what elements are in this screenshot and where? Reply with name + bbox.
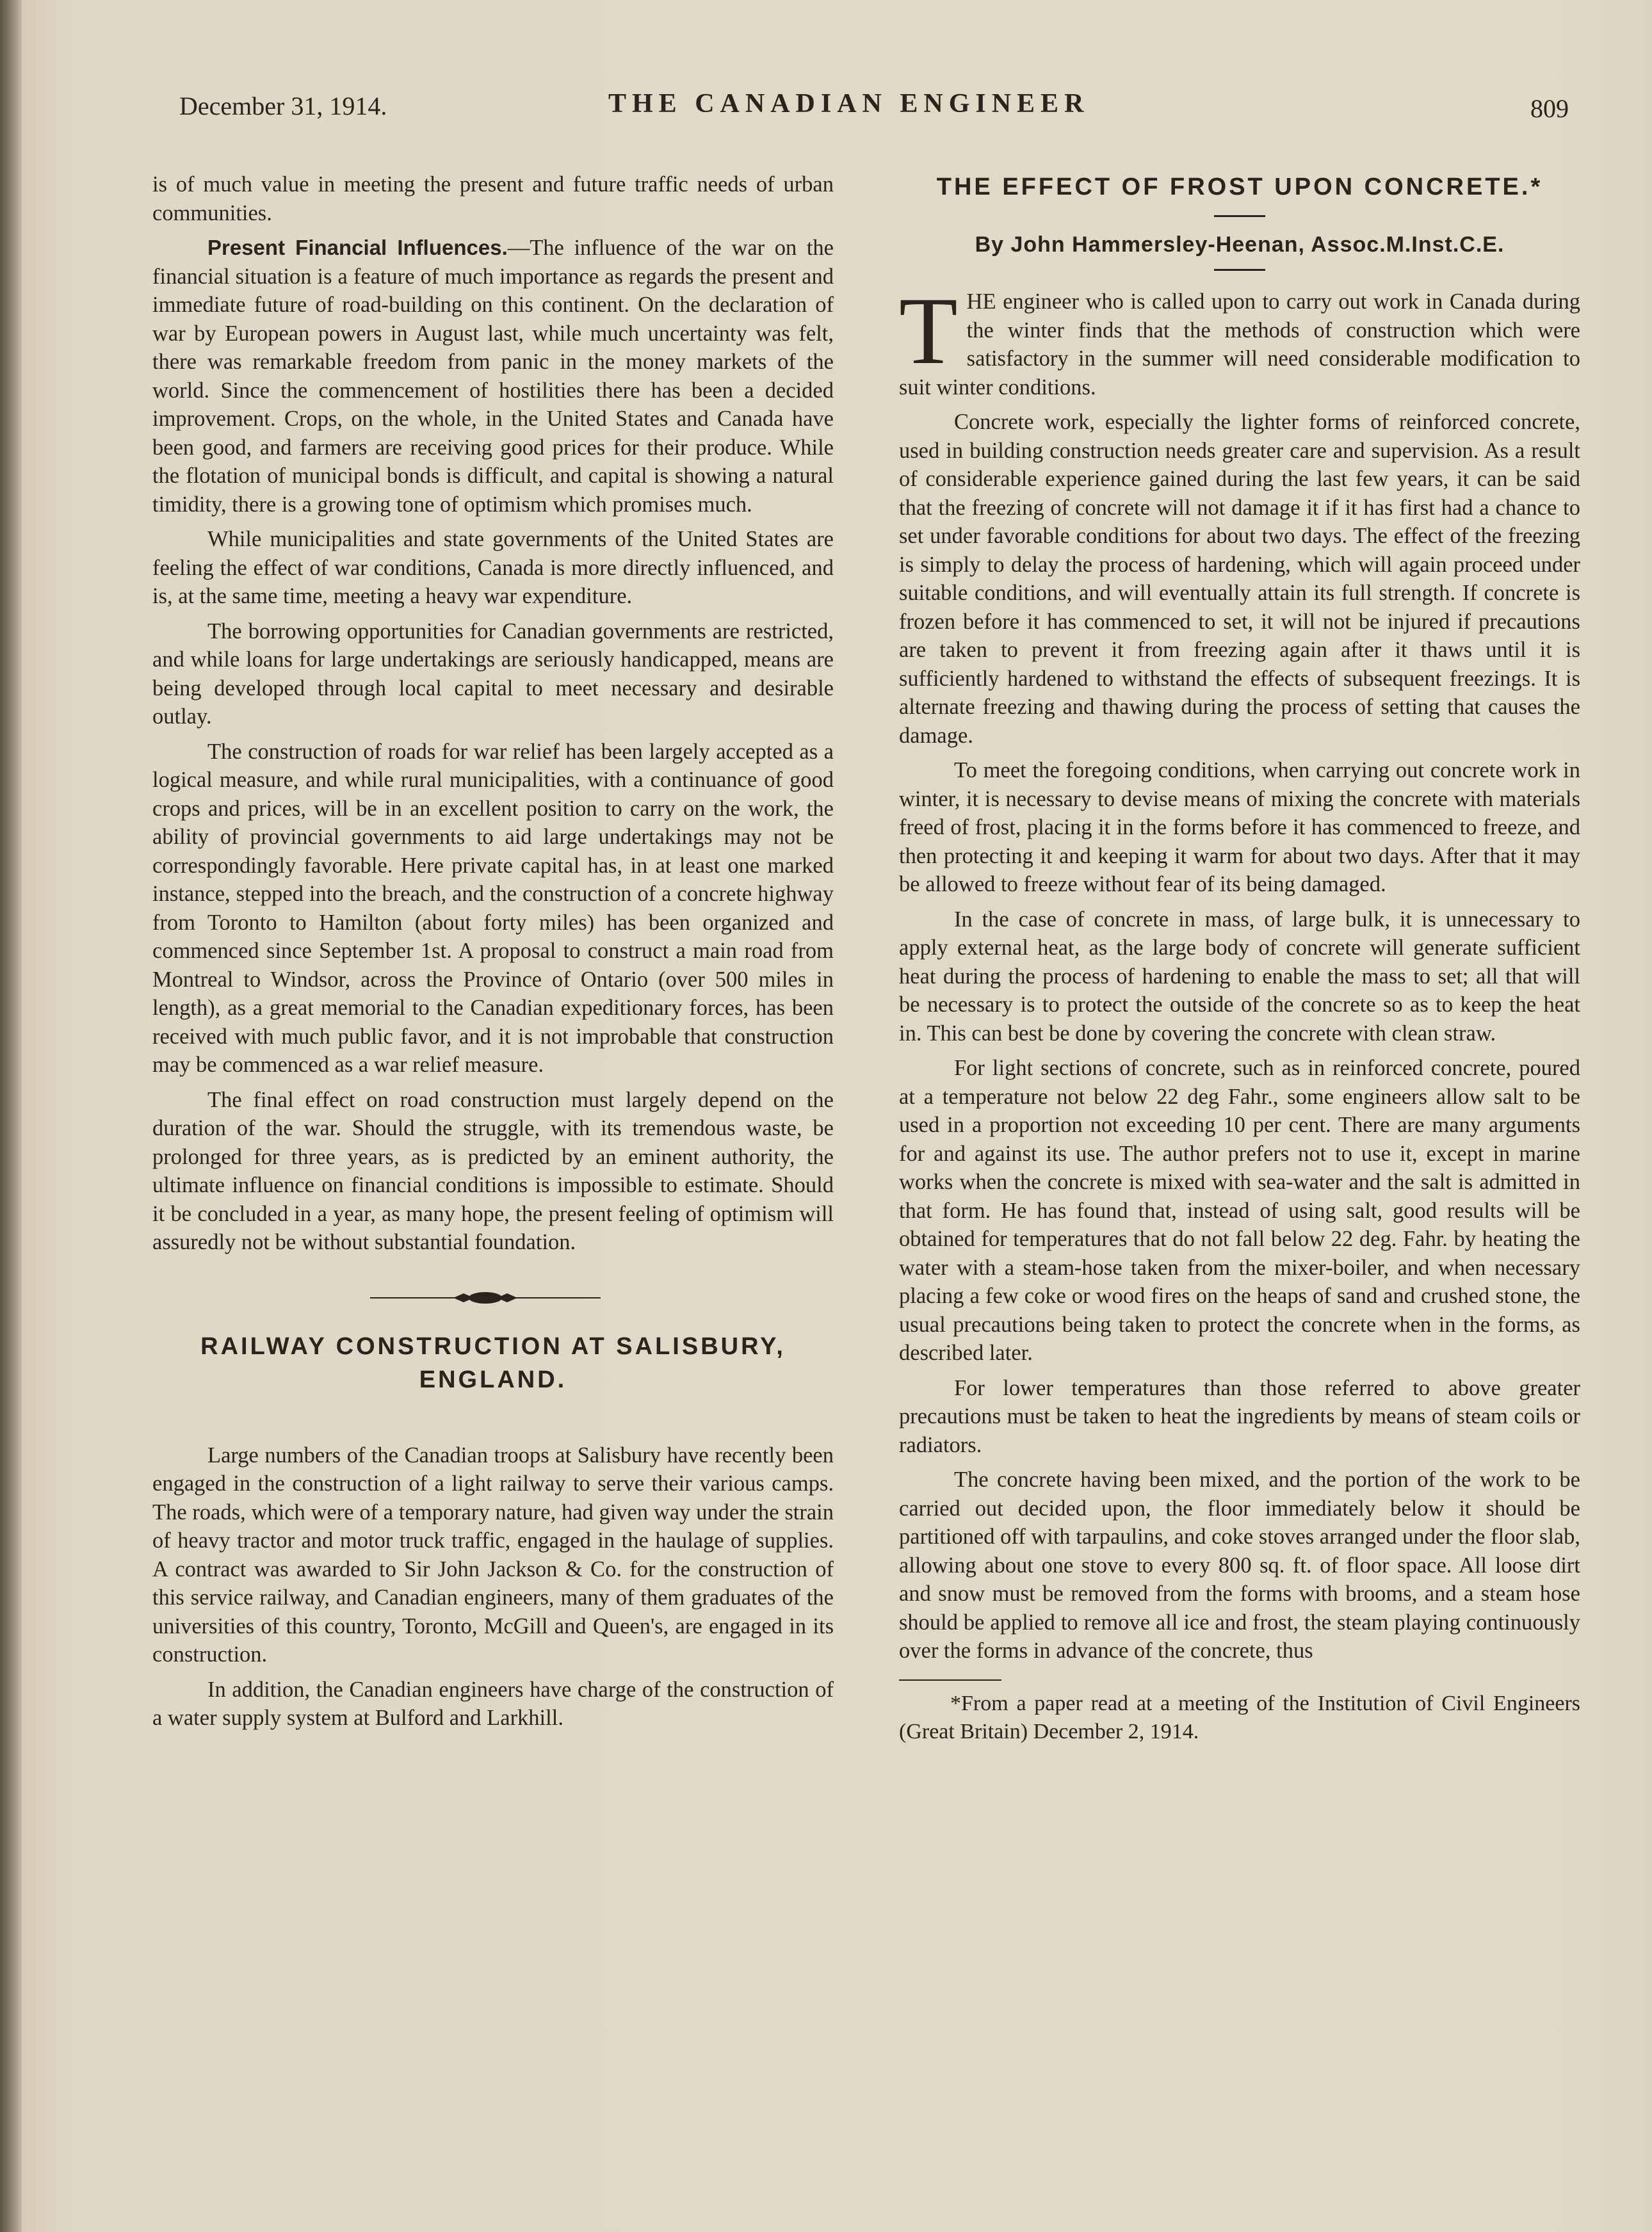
article-title-line: ENGLAND.: [419, 1366, 567, 1393]
article-title-line: RAILWAY CONSTRUCTION AT SALISBURY,: [200, 1332, 786, 1360]
paragraph: For light sections of concrete, such as in reinforced concrete, poured at a temperature not below 22 deg Fahr., some engineers allow salt to be used in a proportion not exceeding 10 per cent. There are many arguments for and against its use. The author prefers not to use it, except in marine works when the concrete is mixed with sea-water and the salt is admitted in that form. He has found that, instead of using salt, good results will be obtained for temperatures that do not fall below 22 deg. Fahr. by heating the water with a steam-hose taken from the mixer-boiler, and when necessary placing a few coke or wood fires on the heaps of sand and crushed stone, the usual precautions being taken to protect the concrete when in the forms, as described later.: [899, 1056, 1580, 1365]
section-ornament: [152, 1285, 834, 1311]
left-column: [152, 170, 834, 1739]
paragraph: While municipalities and state governments of the United States are feeling the effect of war conditions, Canada is more directly influenced, and is, at the same time, meeting a heavy war expenditure.: [152, 527, 834, 608]
footnote-rule: [899, 1679, 1001, 1681]
paragraph: The final effect on road construction must largely depend on the duration of the war. Should the struggle, with its tremendous waste, be prolonged for three years, as is predicted by an eminent authority, the ultimate influence on financial conditions is impossible to estimate. Should it be concluded in a year, as many hope, the present feeling of optimism will assuredly not be without substantial foundation.: [152, 1087, 834, 1254]
page-number: 809: [1530, 94, 1569, 123]
paragraph: HE engineer who is called upon to carry out work in Canada during the winter finds that the methods of construction which were satisfactory in the summer will need considerable modification to suit winter conditions.: [899, 289, 1580, 400]
book-spine-shadow: [0, 0, 22, 2232]
byline: By John Hammersley-Heenan, Assoc.M.Inst.C.E.: [975, 232, 1505, 257]
paragraph: Concrete work, especially the lighter forms of reinforced concrete, used in building construction needs greater care and supervision. As a result of considerable experience gained during the last few years, it can be said that the freezing of concrete will not damage it if it has first had a chance to set under favorable conditions for about two days. The effect of the freezing is simply to delay the process of hardening, which will again proceed under suitable conditions, and will eventually attain its full strength. If concrete is frozen before it has commenced to set, it will not be injured if precautions are taken to prevent it from freezing again after it thaws until it is sufficiently hardened to withstand the effects of subsequent freezings. It is alternate freezing and thawing during the process of setting that causes the damage.: [899, 410, 1580, 748]
paragraph: To meet the foregoing conditions, when carrying out concrete work in winter, it is necessary to devise means of mixing the concrete with materials freed of frost, placing it in the forms before it has commenced to freeze, and then protecting it and keeping it warm for about two days. After that it may be allowed to freeze without fear of its being damaged.: [899, 758, 1580, 896]
article-title: [152, 1330, 834, 1396]
paragraph: The concrete having been mixed, and the portion of the work to be carried out decided upon, the floor immediately below it should be partitioned off with tarpaulins, and coke stoves arranged under the floor slab, allowing about one stove to every 800 sq. ft. of floor space. All loose dirt and snow must be removed from the forms with brooms, and a steam hose should be applied to remove all ice and frost, the steam playing continuously over the forms in advance of the concrete, thus: [899, 1468, 1580, 1663]
header-date: December 31, 1914.: [179, 92, 387, 120]
paragraph: For lower temperatures than those referred to above greater precautions must be taken to heat the ingredients by means of steam coils or radiators.: [899, 1375, 1580, 1457]
title-rule: [1214, 215, 1265, 217]
paragraph-lead: Present Financial Influences.: [207, 236, 508, 259]
paragraph: Large numbers of the Canadian troops at Salisbury have recently been engaged in the construction of a light railway to serve their various camps. The roads, which were of a temporary nature, had given way under the strain of heavy tractor and motor truck traffic, engaged in the haulage of supplies. A contract was awarded to Sir John Jackson & Co. for the construction of this service railway, and Canadian engineers, many of them graduates of the universities of this country, Toronto, McGill and Queen's, are engaged in its construction.: [152, 1443, 834, 1667]
paragraph: In addition, the Canadian engineers have charge of the construction of a water supply system at Bulford and Larkhill.: [152, 1677, 834, 1730]
drop-cap: T: [899, 278, 958, 384]
running-header: [179, 91, 1575, 129]
footnote: *From a paper read at a meeting of the Institution of Civil Engineers (Great Britain) December 2, 1914.: [899, 1691, 1580, 1743]
opening-paragraph: [899, 278, 1580, 401]
header-publication: THE CANADIAN ENGINEER: [608, 89, 1090, 118]
paragraph: In the case of concrete in mass, of large bulk, it is unnecessary to apply external heat, as the large body of concrete will generate sufficient heat during the process of hardening to enable the mass to set; all that will be necessary is to protect the outside of the concrete so as to keep the heat in. This can best be done by covering the concrete with clean straw.: [899, 907, 1580, 1046]
paragraph: The construction of roads for war relief has been largely accepted as a logical measure, and while rural municipalities, with a continuance of good crops and prices, will be in an excellent position to carry on the work, the ability of provincial governments to aid large undertakings may not be correspondingly favorable. Here private capital has, in at least one marked instance, stepped into the breach, and the construction of a concrete highway from Toronto to Hamilton (about forty miles) has been organized and commenced since September 1st. A proposal to construct a main road from Montreal to Windsor, across the Province of Ontario (over 500 miles in length), as a great memorial to the Canadian expeditionary forces, has been received with much public favor, and it is not improbable that construction may be commenced as a war relief measure.: [152, 739, 834, 1077]
paragraph: [152, 234, 834, 519]
right-column: [899, 170, 1580, 1752]
byline-rule: [1214, 269, 1265, 271]
paragraph-body: —The influence of the war on the financial situation is a feature of much importance as regards the present and immediate future of road-building on this continent. On the declaration of war by European powers in August last, while much uncertainty was felt, there was remarkable freedom from panic in the money markets of the world. Since the commencement of hostilities there has been a decided improvement. Crops, on the whole, in the United States and Canada have been good, and farmers are receiving good prices for their produce. While the flotation of municipal bonds is difficult, and capital is showing a natural timidity, there is a growing tone of optimism which promises much.: [152, 236, 834, 517]
paragraph: The borrowing opportunities for Canadian governments are restricted, and while loans for large undertakings are seriously handicapped, means are being developed through local capital to meet necessary and desirable outlay.: [152, 619, 834, 729]
paragraph: is of much value in meeting the present and future traffic needs of urban communities.: [152, 172, 834, 225]
ornament-divider-icon: [370, 1285, 601, 1311]
article-title: THE EFFECT OF FROST UPON CONCRETE.*: [936, 174, 1543, 200]
